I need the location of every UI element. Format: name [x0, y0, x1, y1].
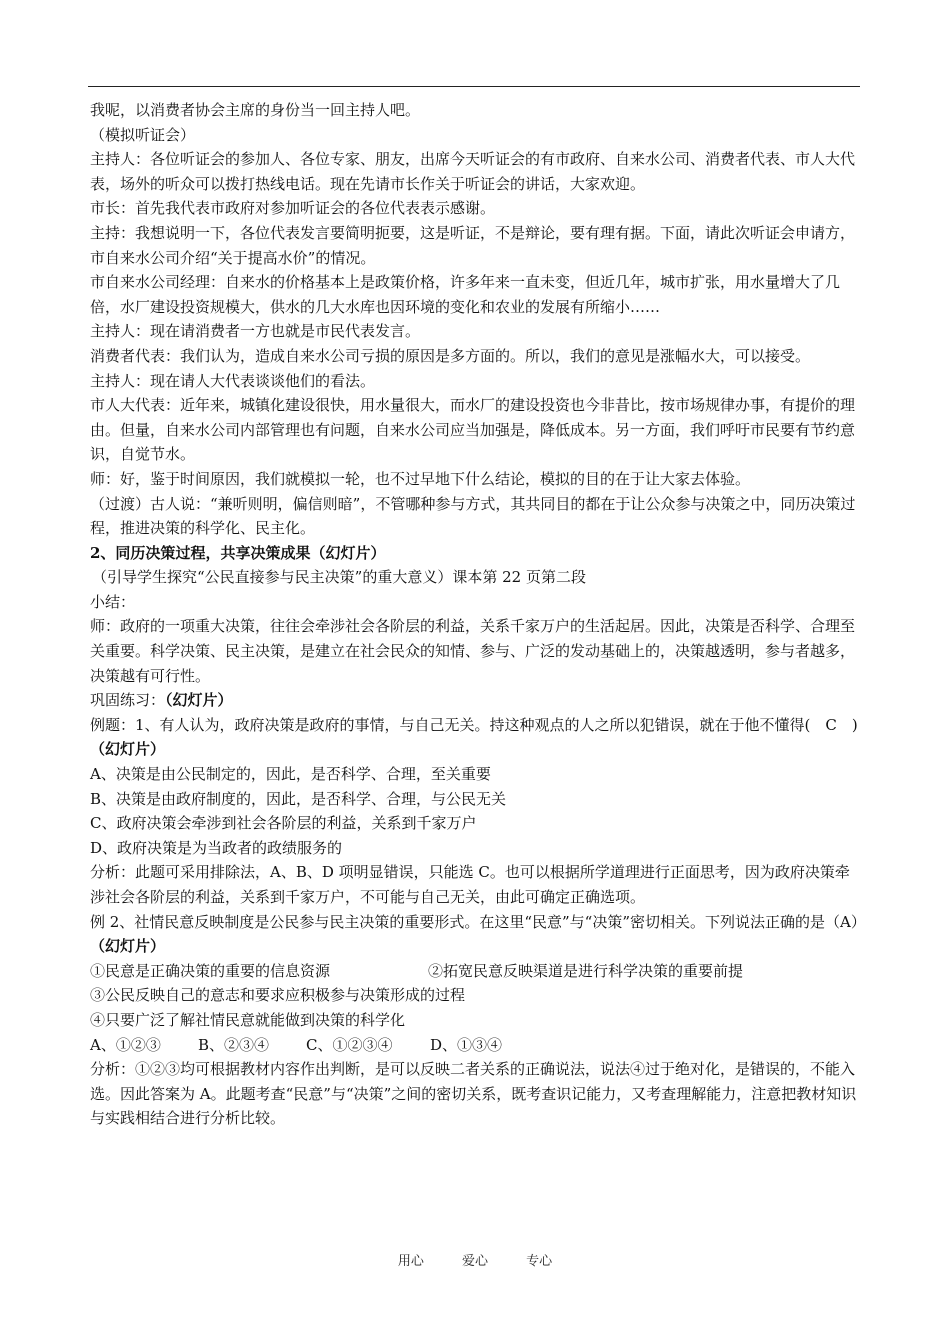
example1-analysis: 分析：此题可采用排除法，A、B、D 项明显错误，只能选 C。也可以根据所学道理进行正面思考，因为政府决策牵涉社会各阶层的利益，关系到千家万户，不可能与自己无关，由此可确定正确选项。 [90, 863, 850, 906]
choice-b: B、②③④ [198, 1035, 270, 1054]
paragraph: （模拟听证会） [90, 125, 196, 144]
option-c: C、政府决策会牵涉到社会各阶层的利益，关系到千家万户 [90, 814, 477, 833]
page-footer [0, 1250, 950, 1269]
example1-text: 例题：1、有人认为，政府决策是政府的事情，与自己无关。持这种观点的人之所以犯错误，就在于他不懂得( C ) [90, 715, 858, 734]
statement-2: ②拓宽民意反映渠道是进行科学决策的重要前提 [428, 961, 744, 980]
choices-row [90, 1033, 860, 1058]
footer-word: 专心 [526, 1254, 553, 1269]
example2-question [90, 910, 866, 959]
example2-analysis: 分析：①②③均可根据教材内容作出判断，是可以反映二者关系的正确说法，说法④过于绝对化，是错误的，不能入选。因此答案为 A。此题考查“民意”与“决策”之间的密切关系，既考查识记能力，又考查理解能力，注意把教材知识与实践相结合进行分析比较。 [90, 1060, 857, 1128]
practice-slide: （幻灯片） [165, 691, 233, 710]
option-a: A、决策是由公民制定的，因此，是否科学、合理，至关重要 [90, 765, 491, 784]
paragraph: 市长：首先我代表市政府对参加听证会的各位代表表示感谢。 [90, 199, 496, 218]
paragraph: 市自来水公司经理：自来水的价格基本上是政策价格，许多年来一直未变，但近几年，城市扩张，用水量增大了几倍，水厂建设投资规模大，供水的几大水库也因环境的变化和农业的发展有所缩小…… [90, 273, 841, 316]
footer-word: 爱心 [461, 1254, 488, 1269]
summary-label: 小结： [90, 592, 136, 611]
paragraph: 消费者代表：我们认为，造成自来水公司亏损的原因是多方面的。所以，我们的意见是涨幅水大，可以接受。 [90, 346, 811, 365]
choice-c: C、①②③④ [306, 1035, 393, 1054]
option-b: B、决策是由政府制度的，因此，是否科学、合理，与公民无关 [90, 789, 507, 808]
example2-text: 例 2、社情民意反映制度是公民参与民主决策的重要形式。在这里“民意”与“决策”密切相关。下列说法正确的是（A） [90, 912, 866, 931]
paragraph: 师：好，鉴于时间原因，我们就模拟一轮，也不过早地下什么结论，模拟的目的在于让大家去体验。 [90, 469, 751, 488]
paragraph: 主持人：各位听证会的参加人、各位专家、朋友，出席今天听证会的有市政府、自来水公司、消费者代表、市人大代表，场外的听众可以拨打热线电话。现在先请市长作关于听证会的讲话，大家欢迎。 [90, 150, 856, 193]
paragraph: 市人大代表：近年来，城镇化建设很快，用水量很大，而水厂的建设投资也今非昔比，按市场规律办事，有提价的理由。但量，自来水公司内部管理也有问题，自来水公司应当加强是，降低成本。另一方面，我们呼吁市民要有节约意识，自觉节水。 [90, 396, 856, 464]
choice-a: A、①②③ [90, 1035, 161, 1054]
statement-4: ④只要广泛了解社情民意就能做到决策的科学化 [90, 1010, 406, 1029]
choice-d: D、①③④ [430, 1035, 503, 1054]
practice-heading [90, 688, 860, 713]
paragraph: 主持人：现在请消费者一方也就是市民代表发言。 [90, 322, 421, 341]
option-d: D、政府决策是为当政者的政绩服务的 [90, 838, 343, 857]
paragraph: 主持：我想说明一下，各位代表发言要简明扼要，这是听证，不是辩论，要有理有据。下面，请此次听证会申请方，市自来水公司介绍“关于提高水价”的情况。 [90, 223, 856, 267]
statement-1: ①民意是正确决策的重要的信息资源 [90, 961, 331, 980]
summary-text: 师：政府的一项重大决策，往往会牵涉社会各阶层的利益，关系千家万户的生活起居。因此，决策是否科学、合理至关重要。科学决策、民主决策，是建立在社会民众的知情、参与、广泛的发动基础上的，决策越透明，参与者越多，决策越有可行性。 [90, 617, 856, 685]
guide-line: （引导学生探究“公民直接参与民主决策”的重大意义）课本第 22 页第二段 [92, 568, 586, 587]
section-heading: 2、同历决策过程，共享决策成果（幻灯片） [90, 543, 386, 562]
example1-slide: （幻灯片） [90, 740, 166, 759]
document-body [90, 98, 866, 1131]
paragraph: 主持人：现在请人大代表谈谈他们的看法。 [90, 371, 376, 390]
paragraph: 我呢，以消费者协会主席的身份当一回主持人吧。 [90, 101, 421, 119]
header-rule [88, 86, 860, 87]
statement-3: ③公民反映自己的意志和要求应积极参与决策形成的过程 [90, 986, 466, 1005]
paragraph: （过渡）古人说：“兼听则明，偏信则暗”，不管哪种参与方式，其共同目的都在于让公众参与决策之中，同历决策过程，推进决策的科学化、民主化。 [90, 494, 856, 538]
statement-row [90, 959, 860, 984]
footer-word: 用心 [397, 1254, 424, 1269]
example2-slide: （幻灯片） [90, 937, 166, 956]
example1-question [90, 713, 860, 762]
practice-label: 巩固练习： [90, 691, 166, 710]
